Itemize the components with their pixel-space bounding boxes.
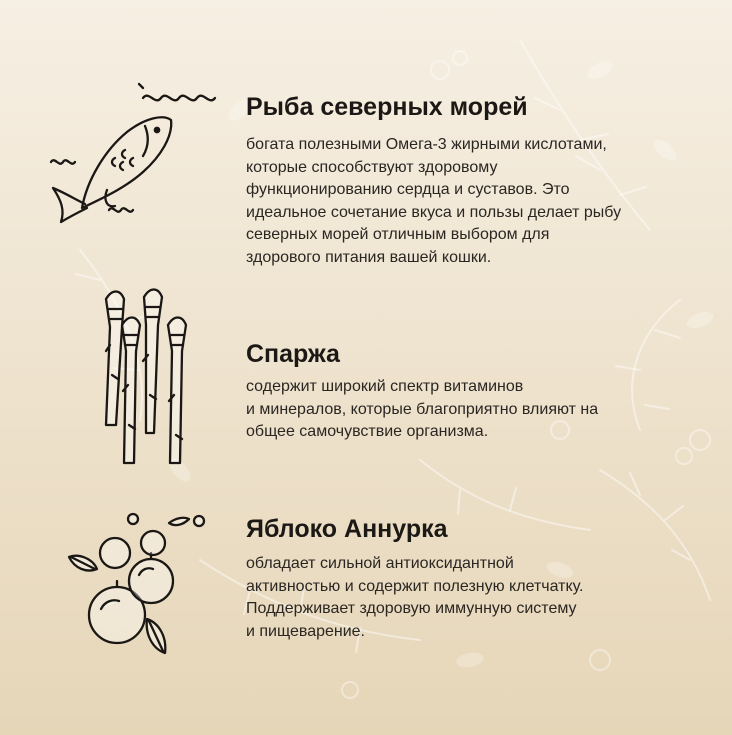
description-line: идеальное сочетание вкуса и пользы делает рыбу [246,203,622,221]
description-line: и минералов, которые благоприятно влияют на [246,400,599,418]
item-description [246,553,584,643]
description-line: северных морей отличным выбором для [246,226,550,243]
item-title: Яблоко Аннурка [246,515,448,543]
item-description [246,376,598,444]
description-line: функционированию сердца и суставов. Это [246,181,570,198]
description-line: Поддерживает здоровую иммунную систему [246,600,577,617]
description-line: и пищеварение. [246,622,365,640]
description-line: богата полезными Омега-3 жирными кислотами, [246,136,607,153]
description-line: активностью и содержит полезную клетчатку. [246,577,584,595]
item-description [246,134,621,269]
description-line: которые способствуют здоровому [246,158,498,176]
description-line: здорового питания вашей кошки. [246,248,492,266]
fish-icon [45,80,225,230]
item-title: Спаржа [246,340,340,368]
description-line: общее самочувствие организма. [246,423,489,440]
description-line: содержит широкий спектр витаминов [246,378,524,395]
asparagus-icon [92,285,202,470]
description-line: обладает сильной антиоксидантной [246,555,514,572]
apples-icon [65,505,225,665]
item-title: Рыба северных морей [246,93,528,121]
